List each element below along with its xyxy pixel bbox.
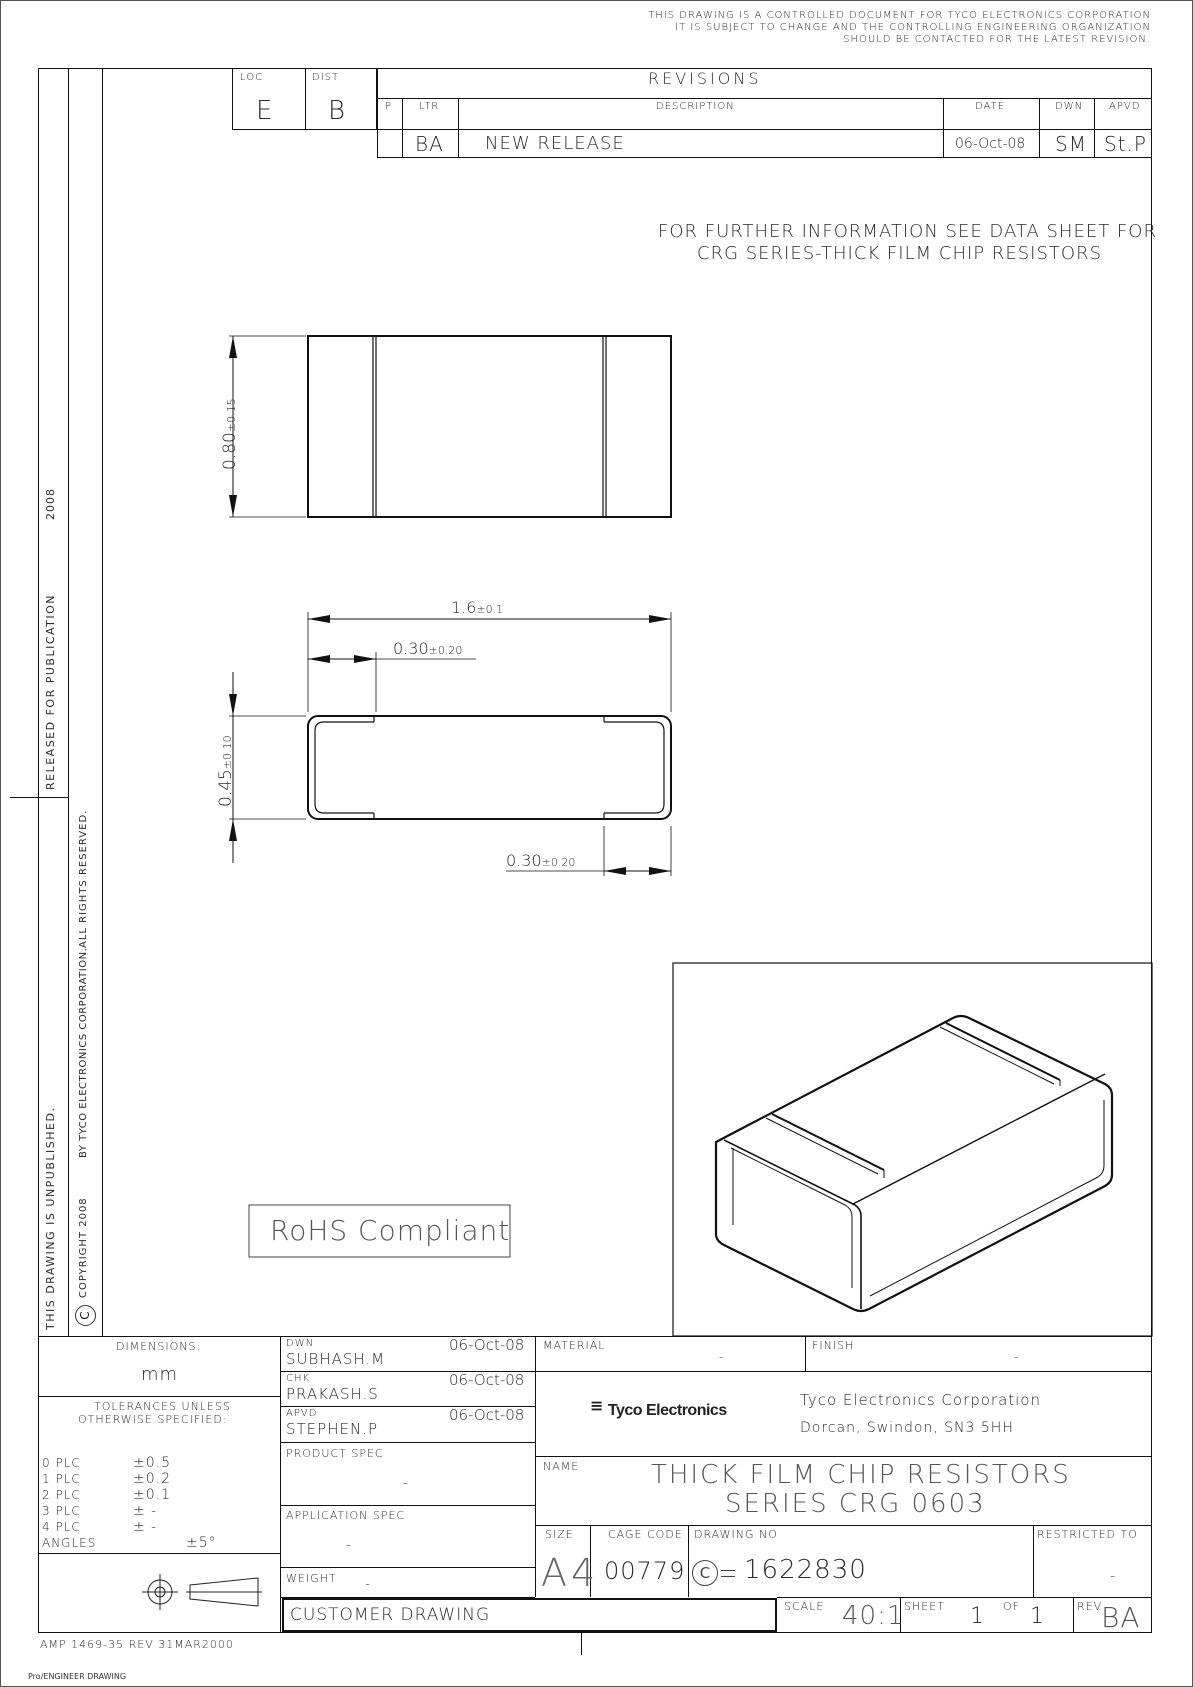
release-note: RELEASED FOR PUBLICATION — [44, 593, 57, 790]
dist-label: DIST — [312, 72, 340, 83]
customer-drawing: CUSTOMER DRAWING — [290, 1605, 491, 1625]
apvd-name: STEPHEN.P — [286, 1420, 378, 1438]
sheet-label: SHEET — [904, 1600, 945, 1613]
dim-thickness-value: 0.45 — [216, 769, 236, 807]
tb-drawing-divider — [1033, 1525, 1034, 1597]
dim-length-tol: ±0.1 — [476, 603, 504, 616]
dim-length-value: 1.6 — [451, 598, 477, 617]
copyright-owner: BY TYCO ELECTRONICS CORPORATION. — [78, 947, 89, 1158]
tol-plc-0: 0 PLC — [42, 1456, 81, 1470]
rev-header-description: DESCRIPTION — [656, 101, 735, 112]
sheet-value: 1 — [970, 1604, 985, 1629]
rohs-label: RoHS Compliant — [270, 1214, 511, 1247]
scale-value: 40:1 — [842, 1601, 905, 1631]
angles-value: ±5° — [186, 1535, 217, 1551]
size-value: A4 — [541, 1551, 600, 1595]
dim-height-top-value: 0.80 — [220, 432, 240, 470]
tol-plc-1: 1 PLC — [42, 1472, 81, 1486]
rev-row-date: 06-Oct-08 — [955, 136, 1026, 152]
rev-label: REV — [1077, 1600, 1103, 1613]
restricted-label: RESTRICTED TO — [1037, 1528, 1138, 1541]
rev-row-apvd: St.P — [1104, 132, 1147, 156]
product-spec-label: PRODUCT SPEC — [286, 1447, 384, 1460]
dim-thickness-tol: ±0.10 — [221, 735, 234, 770]
drawing-prefix-dash — [721, 1570, 735, 1577]
tb-name-line — [535, 1525, 1152, 1526]
info-note-line-2: CRG SERIES-THICK FILM CHIP RESISTORS — [697, 243, 1102, 264]
tb-application-line — [280, 1567, 535, 1568]
drawing-no-label: DRAWING NO — [694, 1528, 778, 1541]
release-year: 2008 — [44, 488, 57, 520]
tol-val-3: ± - — [133, 1503, 158, 1519]
of-label: OF — [1003, 1600, 1020, 1613]
loc-label: LOC — [240, 72, 264, 83]
angles-label: ANGLES — [42, 1536, 97, 1550]
notice-line-1: THIS DRAWING IS A CONTROLLED DOCUMENT FOR TYCO ELECTRONICS CORPORATION — [648, 10, 1151, 21]
chk-date: 06-Oct-08 — [449, 1371, 525, 1389]
tol-val-4: ± - — [133, 1519, 158, 1535]
material-label: MATERIAL — [543, 1339, 606, 1352]
rights-reserved: ALL RIGHTS RESERVED. — [78, 809, 89, 948]
footer-center-tick — [581, 1633, 582, 1655]
revisions-title: REVISIONS — [648, 69, 762, 88]
finish-label: FINISH — [812, 1339, 855, 1352]
finish-value: - — [1014, 1350, 1020, 1364]
tol-val-2: ±0.1 — [133, 1487, 171, 1503]
rev-row-description: NEW RELEASE — [485, 133, 625, 154]
application-spec-label: APPLICATION SPEC — [286, 1509, 406, 1522]
of-value: 1 — [1030, 1604, 1045, 1629]
notice-line-2: IT IS SUBJECT TO CHANGE AND THE CONTROLLING ENGINEERING ORGANIZATION — [675, 22, 1151, 33]
drawing-prefix — [692, 1560, 718, 1586]
scale-label: SCALE — [784, 1600, 825, 1613]
tb-company-line — [535, 1456, 1152, 1457]
tb-sheet-divider — [1073, 1597, 1074, 1633]
rev-header-date: DATE — [975, 101, 1006, 112]
company-address: Dorcan, Swindon, SN3 5HH — [800, 1420, 1014, 1436]
unpublished-note: THIS DRAWING IS UNPUBLISHED. — [44, 1106, 57, 1330]
rev-header-ltr: LTR — [419, 101, 440, 112]
size-label: SIZE — [545, 1528, 574, 1541]
dwn-date: 06-Oct-08 — [449, 1336, 525, 1354]
apvd-label: APVD — [286, 1408, 318, 1419]
tyco-logo-icon: ≡ — [590, 1396, 604, 1415]
tol-val-0: ±0.5 — [133, 1455, 171, 1471]
copyright-year: COPYRIGHT 2008 — [78, 1197, 89, 1298]
restricted-value: - — [1110, 1568, 1117, 1584]
part-name-line-2: SERIES CRG 0603 — [725, 1489, 986, 1519]
tol-plc-2: 2 PLC — [42, 1488, 81, 1502]
tolerances-line-2: OTHERWISE SPECIFIED: — [78, 1413, 228, 1426]
dim-term-top-tol: ±0.20 — [428, 644, 463, 657]
tol-plc-4: 4 PLC — [42, 1520, 81, 1534]
copyright-symbol-letter: C — [78, 1311, 92, 1320]
weight-value: - — [365, 1576, 372, 1592]
drawing-no-value: 1622830 — [744, 1555, 867, 1585]
info-note-line-1: FOR FURTHER INFORMATION SEE DATA SHEET FOR — [658, 221, 1157, 242]
amp-form-number: AMP 1469-35 REV 31MAR2000 — [40, 1638, 234, 1651]
notice-line-3: SHOULD BE CONTACTED FOR THE LATEST REVISION. — [843, 34, 1151, 45]
rev-row-ltr: BA — [415, 132, 444, 156]
tyco-logo-text: Tyco Electronics — [607, 1402, 727, 1419]
tol-val-1: ±0.2 — [133, 1471, 171, 1487]
tb-apvd-line — [280, 1442, 535, 1443]
dwn-label: DWN — [286, 1338, 315, 1349]
dwn-name: SUBHASH.M — [286, 1350, 386, 1368]
drawing-prefix-letter: C — [699, 1564, 711, 1582]
dim-height-top-tol: ±0.15 — [225, 398, 238, 433]
cage-code-label: CAGE CODE — [608, 1528, 683, 1541]
chk-label: CHK — [286, 1373, 311, 1384]
dim-term-bottom-tol: ±0.20 — [541, 856, 576, 869]
dimensions-unit: mm — [141, 1364, 179, 1385]
tb-product-line — [280, 1505, 535, 1506]
company-name: Tyco Electronics Corporation — [800, 1391, 1042, 1409]
tb-drawing-line — [777, 1597, 1152, 1598]
chk-name: PRAKASH.S — [286, 1385, 379, 1403]
name-label: NAME — [543, 1460, 580, 1473]
product-spec-value: - — [403, 1475, 410, 1491]
dimensions-label: DIMENSIONS: — [116, 1340, 202, 1353]
loc-value: E — [256, 96, 274, 126]
rev-value: BA — [1101, 1601, 1141, 1634]
tb-material-line — [535, 1371, 1152, 1372]
dim-term-top-value: 0.30 — [393, 639, 429, 658]
tol-plc-3: 3 PLC — [42, 1504, 81, 1518]
tolerances-line-1: TOLERANCES UNLESS — [94, 1400, 231, 1413]
tb-cage-divider — [688, 1525, 689, 1597]
application-spec-value: - — [346, 1537, 353, 1553]
apvd-date: 06-Oct-08 — [449, 1406, 525, 1424]
dist-value: B — [328, 96, 347, 126]
material-value: - — [719, 1350, 725, 1364]
rev-header-p: P — [385, 101, 393, 112]
tyco-logo — [590, 1396, 727, 1419]
rev-header-apvd: APVD — [1109, 101, 1141, 112]
dim-term-bottom-value: 0.30 — [506, 851, 542, 870]
rev-row-dwn: SM — [1055, 132, 1087, 156]
proe-note: Pro/ENGINEER DRAWING — [28, 1672, 127, 1681]
rev-header-dwn: DWN — [1055, 101, 1084, 112]
weight-label: WEIGHT — [286, 1572, 337, 1585]
cage-code-value: 00779 — [604, 1557, 686, 1585]
tb-finish-divider — [805, 1336, 806, 1371]
part-name-line-1: THICK FILM CHIP RESISTORS — [651, 1460, 1071, 1490]
